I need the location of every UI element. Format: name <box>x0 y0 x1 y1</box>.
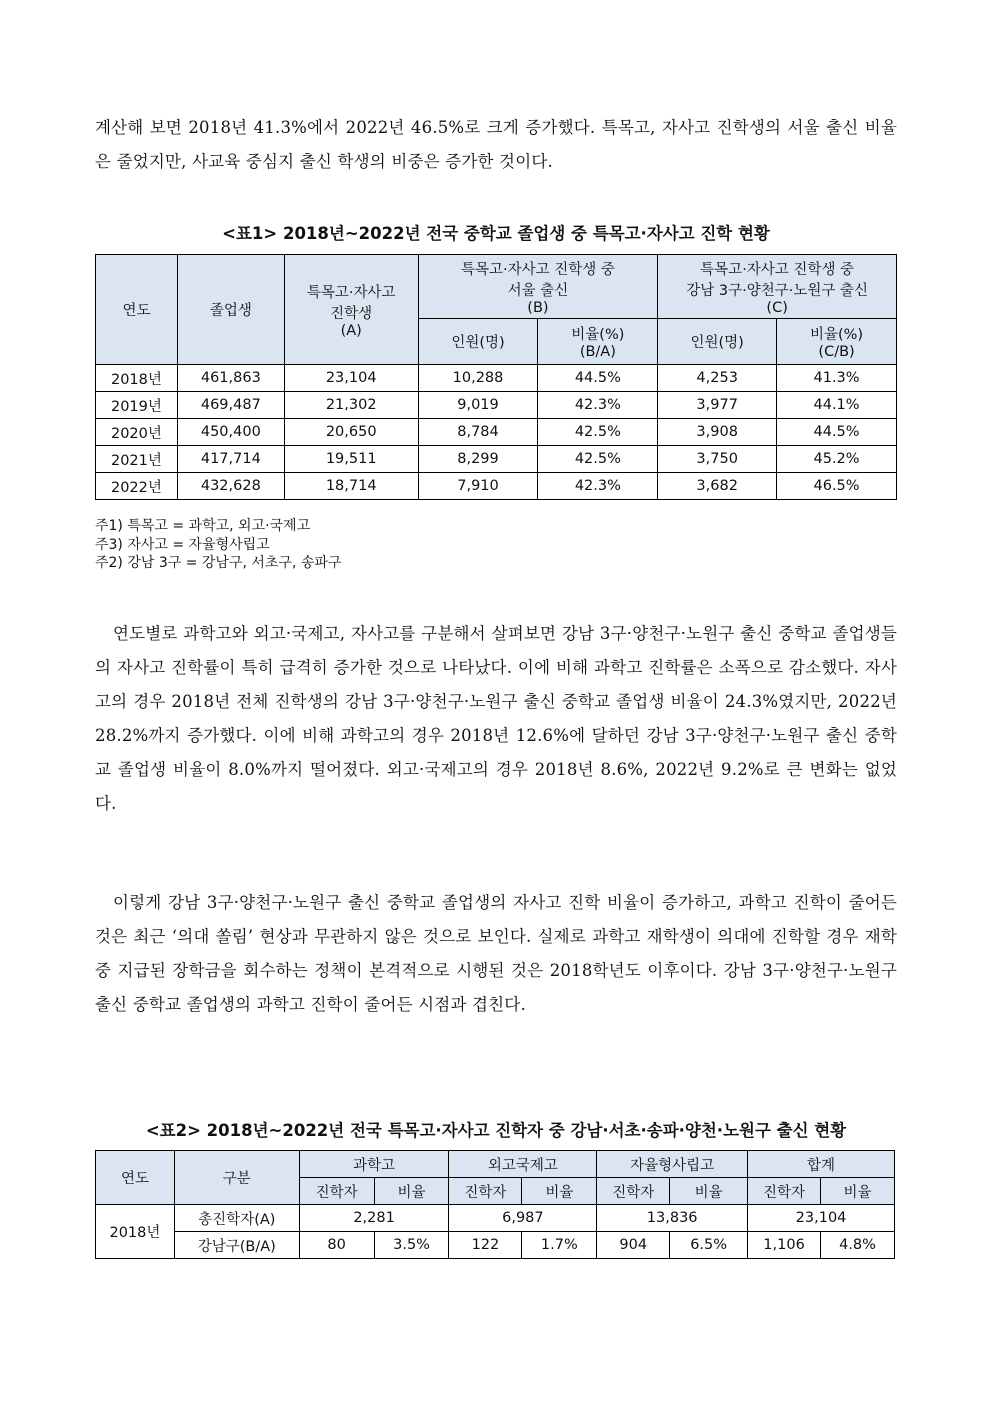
note: 주1) 특목고 = 과학고, 외고·국제고 <box>95 518 311 534</box>
t1-header-entrants: 특목고·자사고 진학생 (A) <box>284 255 418 365</box>
cell: 41.3% <box>777 365 897 392</box>
cell: 23,104 <box>748 1205 895 1232</box>
cell: 80 <box>299 1232 374 1259</box>
table-row <box>96 392 897 419</box>
cell: 2018년 <box>96 365 178 392</box>
t1-header-gangnam: 특목고·자사고 진학생 중 강남 3구·양천구·노원구 출신 (C) <box>658 255 897 319</box>
t2-header-ratio: 비율 <box>374 1178 449 1205</box>
cell: 42.3% <box>538 473 658 500</box>
cell: 1,106 <box>748 1232 821 1259</box>
cell: 3,682 <box>658 473 777 500</box>
t2-gangnam-label: 강남구(B/A) <box>174 1232 299 1259</box>
cell: 44.5% <box>777 419 897 446</box>
t1-header-count-b: 인원(명) <box>418 319 538 365</box>
cell: 3.5% <box>374 1232 449 1259</box>
t1-header-graduates: 졸업생 <box>177 255 284 365</box>
cell: 13,836 <box>597 1205 748 1232</box>
cell: 10,288 <box>418 365 538 392</box>
cell: 21,302 <box>284 392 418 419</box>
cell: 4.8% <box>821 1232 895 1259</box>
cell: 7,910 <box>418 473 538 500</box>
cell: 6,987 <box>449 1205 597 1232</box>
cell: 20,650 <box>284 419 418 446</box>
cell: 44.5% <box>538 365 658 392</box>
cell: 2022년 <box>96 473 178 500</box>
cell: 18,714 <box>284 473 418 500</box>
t2-header-entrant: 진학자 <box>748 1178 821 1205</box>
note: 주2) 강남 3구 = 강남구, 서초구, 송파구 <box>95 555 342 571</box>
t2-header-year: 연도 <box>96 1151 175 1205</box>
cell: 23,104 <box>284 365 418 392</box>
cell: 8,299 <box>418 446 538 473</box>
table-row <box>96 446 897 473</box>
cell: 469,487 <box>177 392 284 419</box>
cell: 9,019 <box>418 392 538 419</box>
cell: 42.3% <box>538 392 658 419</box>
t2-header-ratio: 비율 <box>670 1178 748 1205</box>
t2-header-entrant: 진학자 <box>299 1178 374 1205</box>
t2-header-entrant: 진학자 <box>597 1178 670 1205</box>
cell: 1.7% <box>522 1232 597 1259</box>
t1-header-count-c: 인원(명) <box>658 319 777 365</box>
t1-header-seoul: 특목고·자사고 진학생 중 서울 출신 (B) <box>418 255 658 319</box>
table-row <box>96 1232 895 1259</box>
paragraph-2: 연도별로 과학고와 외고·국제고, 자사고를 구분해서 살펴보면 강남 3구·양천구·노원구 출신 중학교 졸업생들의 자사고 진학률이 특히 급격히 증가한 것으로 나타났다. 이에 비해 과학고 진학률은 소폭으로 감소했다. 자사고의 경우 2018년 전체 진학생의 강남 3구·양천구·노원구 출신 중학교 졸업생 비율이 24.3%였지만, 2022년 28.2%까지 증가했다. 이에 비해 과학고의 경우 2018년 12.6%에 달하던 강남 3구·양천구·노원구 출신 중학교 졸업생 비율이 8.0%까지 떨어졌다. 외고·국제고의 경우 2018년 8.6%, 2022년 9.2%로 큰 변화는 없었다. <box>95 624 897 813</box>
t2-header-science: 과학고 <box>299 1151 449 1178</box>
cell: 4,253 <box>658 365 777 392</box>
intro-paragraph: 계산해 보면 2018년 41.3%에서 2022년 46.5%로 크게 증가했다. 특목고, 자사고 진학생의 서울 출신 비율은 줄었지만, 사교육 중심지 출신 학생의 비중은 증가한 것이다. <box>95 118 897 171</box>
t2-header-ratio: 비율 <box>522 1178 597 1205</box>
t2-year-cell: 2018년 <box>96 1205 175 1259</box>
cell: 2021년 <box>96 446 178 473</box>
table-row <box>96 365 897 392</box>
t2-total-label: 총진학자(A) <box>174 1205 299 1232</box>
table1-caption: <표1> 2018년~2022년 전국 중학교 졸업생 중 특목고·자사고 진학 현황 <box>222 224 770 243</box>
cell: 432,628 <box>177 473 284 500</box>
t2-header-entrant: 진학자 <box>449 1178 522 1205</box>
cell: 904 <box>597 1232 670 1259</box>
cell: 3,977 <box>658 392 777 419</box>
t2-header-private: 자율형사립고 <box>597 1151 748 1178</box>
cell: 2,281 <box>299 1205 449 1232</box>
t1-header-ratio-b: 비율(%) (B/A) <box>538 319 658 365</box>
t1-header-year: 연도 <box>96 255 178 365</box>
table1-notes <box>95 517 341 573</box>
cell: 44.1% <box>777 392 897 419</box>
table1 <box>95 254 897 500</box>
cell: 2019년 <box>96 392 178 419</box>
table2 <box>95 1150 895 1259</box>
table-row <box>96 1205 895 1232</box>
t2-header-ratio: 비율 <box>821 1178 895 1205</box>
t1-header-ratio-c: 비율(%) (C/B) <box>777 319 897 365</box>
cell: 3,908 <box>658 419 777 446</box>
cell: 6.5% <box>670 1232 748 1259</box>
cell: 461,863 <box>177 365 284 392</box>
table-row <box>96 473 897 500</box>
t2-header-total: 합계 <box>748 1151 895 1178</box>
cell: 46.5% <box>777 473 897 500</box>
note: 주3) 자사고 = 자율형사립고 <box>95 536 270 553</box>
cell: 42.5% <box>538 419 658 446</box>
paragraph-3: 이렇게 강남 3구·양천구·노원구 출신 중학교 졸업생의 자사고 진학 비율이 증가하고, 과학고 진학이 줄어든 것은 최근 ‘의대 쏠림’ 현상과 무관하지 않은 것으로 보인다. 실제로 과학고 재학생이 의대에 진학할 경우 재학 중 지급된 장학금을 회수하는 정책이 본격적으로 시행된 것은 2018학년도 이후이다. 강남 3구·양천구·노원구 출신 중학교 졸업생의 과학고 진학이 줄어든 시점과 겹친다. <box>95 893 897 1014</box>
table-row <box>96 419 897 446</box>
t2-header-foreign: 외고국제고 <box>449 1151 597 1178</box>
cell: 417,714 <box>177 446 284 473</box>
cell: 3,750 <box>658 446 777 473</box>
cell: 19,511 <box>284 446 418 473</box>
cell: 122 <box>449 1232 522 1259</box>
cell: 45.2% <box>777 446 897 473</box>
cell: 450,400 <box>177 419 284 446</box>
cell: 2020년 <box>96 419 178 446</box>
cell: 8,784 <box>418 419 538 446</box>
cell: 42.5% <box>538 446 658 473</box>
table2-caption: <표2> 2018년~2022년 전국 특목고·자사고 진학자 중 강남·서초·송파·양천·노원구 출신 현황 <box>145 1121 847 1140</box>
t2-header-category: 구분 <box>174 1151 299 1205</box>
